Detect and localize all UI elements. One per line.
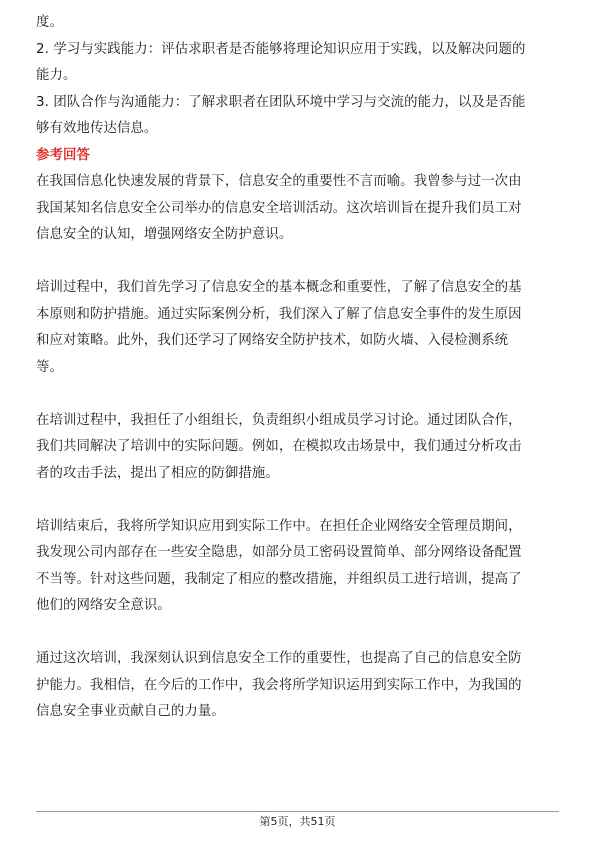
page-number: 第5页，共51页 <box>259 815 336 828</box>
paragraph-spacer <box>36 381 559 408</box>
question-criteria-continuation <box>36 10 559 143</box>
footer-divider <box>36 811 559 812</box>
paragraph-line: 者的攻击手法，提出了相应的防御措施。 <box>36 465 279 481</box>
criteria-line: 能力。 <box>36 68 77 83</box>
criteria-line: 3. 团队合作与沟通能力：了解求职者在团队环境中学习与交流的能力，以及是否能 <box>36 94 526 110</box>
paragraph-spacer <box>36 487 559 514</box>
paragraph-line: 本原则和防护措施。通过实际案例分析，我们深入了解了信息安全事件的发生原因 <box>36 306 522 322</box>
paragraph-line: 我发现公司内部存在一些安全隐患，如部分员工密码设置简单、部分网络设备配置 <box>36 545 522 560</box>
paragraph-line: 不当等。针对这些问题，我制定了相应的整改措施，并组织员工进行培训，提高了 <box>36 571 522 587</box>
paragraph-line: 培训结束后，我将所学知识应用到实际工作中。在担任企业网络安全管理员期间， <box>36 518 522 534</box>
paragraph-line: 护能力。我相信，在今后的工作中，我会将所学知识运用到实际工作中，为我国的 <box>36 677 522 693</box>
document-body <box>36 10 559 726</box>
answer-paragraph-2 <box>36 275 559 381</box>
paragraph-line: 通过这次培训，我深刻认识到信息安全工作的重要性，也提高了自己的信息安全防 <box>36 651 522 666</box>
criteria-line: 度。 <box>36 15 63 30</box>
paragraph-spacer <box>36 620 559 647</box>
paragraph-line: 我们共同解决了培训中的实际问题。例如，在模拟攻击场景中，我们通过分析攻击 <box>36 439 522 454</box>
paragraph-line: 信息安全事业贡献自己的力量。 <box>36 704 225 719</box>
criteria-line: 2. 学习与实践能力：评估求职者是否能够将理论知识应用于实践，以及解决问题的 <box>36 41 526 57</box>
paragraph-spacer <box>36 249 559 276</box>
paragraph-line: 培训过程中，我们首先学习了信息安全的基本概念和重要性，了解了信息安全的基 <box>36 280 522 295</box>
paragraph-line: 他们的网络安全意识。 <box>36 598 171 613</box>
paragraph-line: 我国某知名信息安全公司举办的信息安全培训活动。这次培训旨在提升我们员工对 <box>36 200 522 216</box>
answer-paragraph-5 <box>36 646 559 726</box>
answer-heading: 参考回答 <box>36 147 90 163</box>
paragraph-line: 等。 <box>36 359 63 375</box>
paragraph-line: 在培训过程中，我担任了小组组长，负责组织小组成员学习讨论。通过团队合作， <box>36 412 522 428</box>
answer-paragraph-3 <box>36 408 559 488</box>
answer-paragraph-1 <box>36 169 559 249</box>
criteria-line: 够有效地传达信息。 <box>36 121 158 136</box>
answer-paragraph-4 <box>36 514 559 620</box>
paragraph-line: 在我国信息化快速发展的背景下，信息安全的重要性不言而喻。我曾参与过一次由 <box>36 174 522 189</box>
paragraph-line: 和应对策略。此外，我们还学习了网络安全防护技术，如防火墙、入侵检测系统 <box>36 333 509 348</box>
paragraph-line: 信息安全的认知，增强网络安全防护意识。 <box>36 227 293 242</box>
